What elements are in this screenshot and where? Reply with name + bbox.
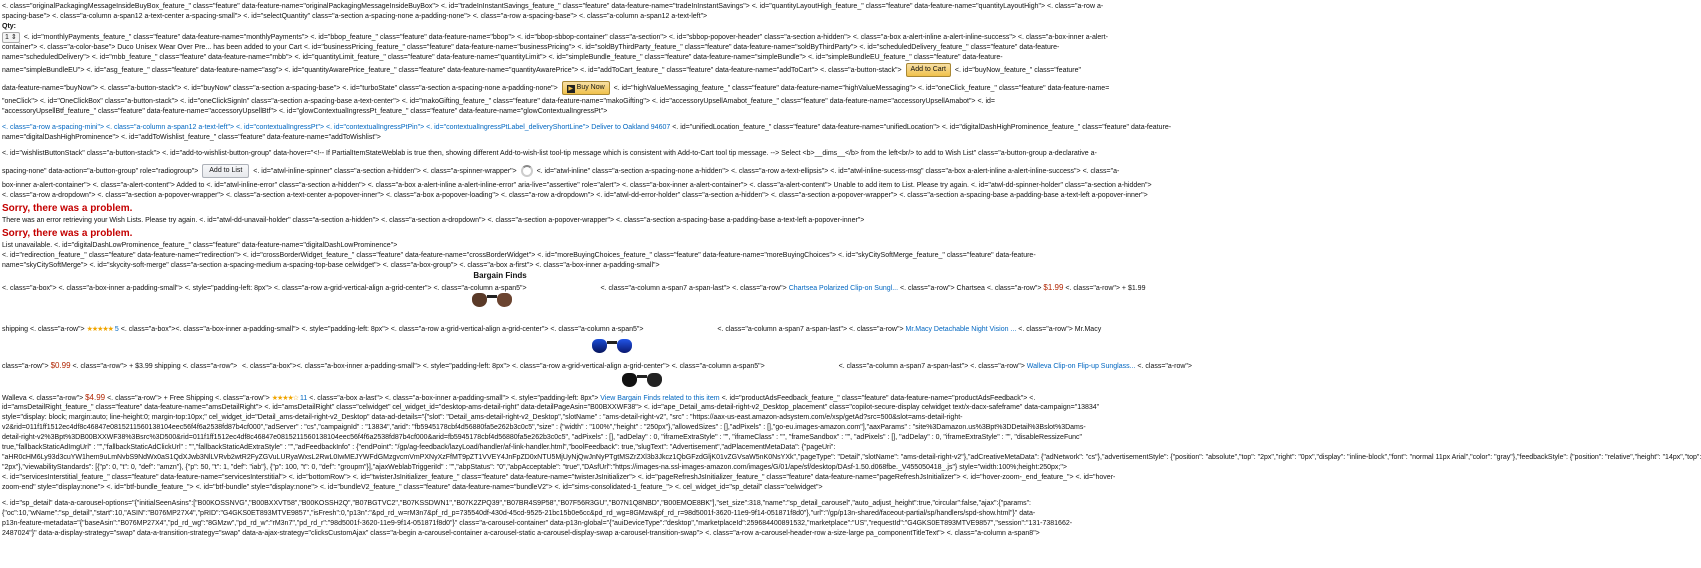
markup-line: detail-right-v2%3Bpt%3DB00BXXWF38%3Bsrc%3D500&rid=011f1ff1512ec4df8c46847e0815211560138104eec56f4f6a2538fd87b4cf000&arid=fb5945178cbf4d56880fa5e262b3c0c5", "adPixels" : [], "adDelay" : 0, "iframeExtraStyle" : "", "iframeClass" : "", "frameSandbox" : "", "adPixels" : [], "adDelay" : 0, "iframeExtraStyle" : "", "disableRessizeFunc" bbox=[2, 434, 1082, 441]
markup-line: name="skyCitySoftMerge"> <. id="skycity-soft-merge" class="a-section a-spacing-medium a-spacing-top-base celwidget"> <. class="a-box-group"> <. class="a-box a-first"> <. class="a-box-inner a-padding-small"> bbox=[2, 262, 660, 269]
markup-line: <. class="a-row"> Mr.Macy bbox=[1018, 326, 1102, 333]
markup-line: container"> <. class="a-color-base"> Duco Unisex Wear Over Pre... has been added to your Cart <. id="businessPricing_feature_" class="feature" data-feature-name="businessPricing"> <. id="soldByThirdParty_feature_" class="feature" data-feature-name="soldByThirdParty"> <. id="scheduledDelivery_feature_" class="feature" data-feature- bbox=[2, 44, 1060, 51]
markup-line: <. id="atwl-inline" class="a-section a-spacing-none a-hidden"> <. class="a-row a-text-ellipsis"> <. id="atwl-inline-sucess-msg" class="a-box a-alert-inline a-alert-inline-success"> <. class="a- bbox=[536, 168, 1120, 175]
markup-line: <. class="a-row"> bbox=[1137, 363, 1192, 370]
rating-stars: ★★★★☆ bbox=[271, 395, 299, 402]
markup-line: List unavailable. <. id="digitalDashLowProminence_feature_" class="feature" data-feature-name="digitalDashLowProminence"> bbox=[2, 242, 398, 249]
bargain-item bbox=[2, 311, 1102, 341]
markup-line: <. class="a-row a-dropdown"> <. class="a-section a-popover-wrapper"> <. class="a-section a-text-center a-popover-inner"> <. class="a-box a-popover-loading"> <. class="a-row a-dropdown"> <. id="atwl-dd-error-holder" class="a-section a-hidden"> <. class="a-section a-popover-wrapper"> <. class="a-section a-spacing-base a-padding-base a-text-left a-popover-inner"> bbox=[2, 192, 1148, 199]
view-bargain-finds-link[interactable]: View Bargain Finds related to this item bbox=[600, 395, 720, 402]
product-title-link[interactable]: Chartsea Polarized Clip-on Sungl... bbox=[788, 285, 899, 292]
markup-line: <. class="a-box a-last"> <. class="a-box-inner a-padding-small"> <. style="padding-left: 8px"> bbox=[309, 395, 599, 402]
markup-line: <. id="servicesInterstitial_feature_" class="feature" data-feature-name="servicesInterstitial"> <. id="bottomRow"> <. id="twisterJsInitializer_feature_" class="feature" data-feature-name="twisterJsInitializer"> <. id="pageRefreshJsInitializer_feature_" class="feature" data-feature-name="pageRefreshJsInitializer"> <. id="hover-zoom-_end_feature_"> <. id="hover- bbox=[2, 474, 1116, 481]
markup-line: spacing-base"> <. class="a-column a-span12 a-text-center a-spacing-small"> <. id="selectQuantity" class="a-section a-spacing-none a-padding-none"> <. class="a-row a-spacing-base"> <. class="a-column a-span12 a-text-left"> bbox=[2, 13, 708, 20]
product-price: $0.99 bbox=[50, 361, 71, 370]
qty-label: Qty: bbox=[2, 23, 16, 30]
markup-line: name="simpleBundleEU"> <. id="asg_feature_" class="feature" data-feature-name="asg"> <. id="quantityAwarePrice_feature_" class="feature" data-feature-name="quantityAwarePrice"> <. id="addToCart_feature_" class="feature" data-feature-name="addToCart"> <. class="a-button-stack"> bbox=[2, 66, 902, 74]
markup-line: name="scheduledDelivery"> <. id="mbb_feature_" class="feature" data-feature-name="mbb"> <. id="quantityLimit_feature_" class="feature" data-feature-name="quantityLimit"> <. id="simpleBundle_feature_" class="feature" data-feature-name="simpleBundle"> <. id="simpleBundleEU_feature_" class="feature" data-feature- bbox=[2, 54, 1003, 61]
markup-line: <. id="buyNow_feature_" class="feature" bbox=[954, 66, 1082, 74]
markup-line: <. class="a-row"> Chartsea <. class="a-row"> bbox=[900, 285, 1042, 292]
markup-line: "oneClick"> <. id="OneClickBox" class="a-button-stack"> <. id="oneClickSignIn" class="a-section a-spacing-base a-text-center"> <. id="makoGifting_feature_" class="feature" data-feature-name="makoGifting"> <. id="accessoryUpsellAmabot_feature_" class="feature" data-feature-name="accessoryUpsellAmabot"> <. id= bbox=[2, 98, 995, 105]
markup-line: style="display: block; margin:auto; line-height:0; margin-top:10px;" cel_widget_id="Detail_ams-detail-right-v2_Desktop" data-ad-details="{"slot": "Detail_ams-detail-right-v2_Desktop","slotName" : "ams-detail-right-v2", "src" : "https://aax-us-east.amazon-adsystem.com/e/xsp/getAd?src=500&slot=ams-detail-right- bbox=[2, 414, 963, 421]
markup-line: "accessoryUpsellBtf_feature_" class="feature" data-feature-name="accessoryUpsellBtf"> <. id="glowContextualIngressPt_feature_" class="feature" data-feature-name="glowContextualIngressPt"> bbox=[2, 108, 608, 115]
markup-line: <. id="atwl-inline-spinner" class="a-section a-hidden"> <. class="a-spinner-wrapper"> bbox=[253, 168, 517, 175]
markup-line: <. id="unifiedLocation_feature_" class="feature" data-feature-name="unifiedLocation"> <. id="digitalDashHighProminence_feature_" class="feature" data-feature- bbox=[672, 124, 1172, 131]
bargain-finds-title: Bargain Finds bbox=[473, 271, 527, 280]
markup-line: class="a-row"> bbox=[2, 363, 49, 370]
markup-line: "aHR0cHM6Ly93d3cuYW1hem9uLmNvbS9NdWx0aS1QdXJwb3NlLVRvb2wtR2FyZGVuLURyaWxsL2RwL0IwMEJYWFdGMzgvcmVmPXNyXzFfMT9pZT1VVEY4JnFpZD0xNTU5MjUyNjQwJnNyPTgtMSZrZXl3b3Jkcz1QbGFzdGljK01vZGVsaW5nK0NsYXk","pageType": "Detail","slotName": "ams-detail-right-v2"},"adCreativeMetaData": {"adNetwork": "cs"},"advertisementStyle": {"position": "absolute","top": "2px","right": "0px","display": "inline-block","font": "normal 11px Arial","color": "gray"},"feedbackStyle": {"position": "relative","height": "14px","top": bbox=[2, 454, 1701, 461]
error-message: There was an error retrieving your Wish Lists. Please try again. <. id="atwl-dd-unavail-holder" class="a-section a-hidden"> <. class="a-section a-dropdown"> <. class="a-section a-popover-wrapper"> <. class="a-section a-spacing-base a-padding-base a-text-left a-popover-inner"> bbox=[2, 217, 865, 224]
bargain-item bbox=[2, 341, 1192, 383]
markup-line: name="digitalDashHighProminence"> <. id="addToWishlist_feature_" class="feature" data-feature-name="addToWishlist"> bbox=[2, 134, 381, 141]
markup-line: <. id="monthlyPayments_feature_" class="feature" data-feature-name="monthlyPayments"> <. id="bbop_feature_" class="feature" data-feature-name="bbop"> <. id="bbop-sbbop-container" class="a-section"> <. id="sbbop-popover-header" class="a-section a-hidden"> <. class="a-box a-alert-inline a-alert-inline-success"> <. class="a-box-inner a-alert- bbox=[23, 34, 1108, 41]
markup-line: <. class="a-row"> + $1.99 bbox=[1065, 285, 1146, 292]
markup-line: spacing-none" data-action="a-button-group" role="radiogroup"> bbox=[2, 168, 199, 175]
product-title-link[interactable]: Mr.Macy Detachable Night Vision ... bbox=[905, 326, 1017, 333]
markup-line: <. class="a-row"> + $3.99 shipping <. class="a-row"> bbox=[72, 363, 238, 370]
markup-line: <. class="a-column a-span7 a-span-last"> <. class="a-row"> bbox=[600, 285, 787, 292]
markup-line: <. class="originalPackagingMessageInsideBuyBox_feature_" class="feature" data-feature-name="originalPackagingMessageInsideBuyBox"> <. id="tradeInInstantSavings_feature_" class="feature" data-feature-name="tradeInInstantSavings"> <. id="quantityLayoutHigh_feature_" class="feature" data-feature-name="quantityLayoutHigh"> <. class="a-row a- bbox=[2, 3, 1104, 10]
markup-line: true,"fallbackStaticAdImgUrl" : "","fallbackStaticAdClickUrl" : "","fallbackStaticAdExtraStyle" : "","adFeedbackInfo" : {"endPoint": "/gp/ag-feedback/lazyLoad/handler/af-link-handler.html","boolFeedback": true,"slugText": "Advertisement","adPlacementMetaData": {"pageUri": bbox=[2, 444, 836, 451]
rating-count[interactable]: 11 bbox=[300, 395, 308, 402]
markup-line: <. class="a-box"><. class="a-box-inner a-padding-small"> <. style="padding-left: 8px"> <. class="a-row a-grid-vertical-align a-grid-center"> <. class="a-column a-span5"> bbox=[242, 363, 765, 370]
product-thumbnail-sunglasses[interactable] bbox=[472, 289, 512, 313]
markup-line: <. id="productAdsFeedback_feature_" class="feature" data-feature-name="productAdsFeedback"> <. bbox=[721, 395, 1036, 402]
markup-line: <. id="wishlistButtonStack" class="a-button-stack"> <. id="add-to-wishlist-button-group" data-hover="<!-- If PartialItemStateWeblab is true then, showing different Add-to-wish-list tool-tip message which is consistent with Add-to-Cart tool tip message. --> Select <b>__dims__</b> from the left<br/> to add to Wish List" class="a-button-group a-declarative a- bbox=[2, 150, 1097, 157]
markup-line: shipping <. class="a-row"> bbox=[2, 326, 85, 333]
markup-line: <. class="a-column a-span7 a-span-last"> <. class="a-row"> bbox=[838, 363, 1025, 370]
buy-now-button[interactable] bbox=[562, 81, 610, 95]
markup-line: v2&rid=011f1ff1512ec4df8c46847e0815211560138104eec56f4f6a2538fd87b4cf000","adServer" : "cs","campaignId" : "13834","arid": "fb5945178cbf4d56880fa5e262b3c0c5","size" : {"width" : "100%","height" : "250px"},"allowedSizes" : [],"adPixels" : [],"go-eu.images-amazon.com"],"aaxParams" : "site%3Damazon.us%3Bpt%3DDetail%3Bslot%3Dams- bbox=[2, 424, 1086, 431]
loading-spinner-icon bbox=[521, 165, 533, 177]
bargain-item bbox=[2, 281, 1146, 311]
add-to-list-button[interactable]: Add to List bbox=[202, 164, 249, 178]
markup-line: <. id="redirection_feature_" class="feature" data-feature-name="redirection"> <. id="crossBorderWidget_feature_" class="feature" data-feature-name="crossBorderWidget"> <. id="moreBuyingChoices_feature_" class="feature" data-feature-name="moreBuyingChoices"> <. id="skyCitySoftMerge_feature_" class="feature" data-feature- bbox=[2, 252, 1036, 259]
markup-line: box-inner a-alert-container"> <. class="a-alert-content"> Added to <. id="atwl-inline-error" class="a-section a-hidden"> <. class="a-box a-alert-inline a-alert-inline-error" aria-live="assertive" role="alert"> <. class="a-box-inner a-alert-container"> <. class="a-alert-content"> Unable to add item to List. Please try again. <. id="atwl-dd-spinner-holder" class="a-section a-hidden"> bbox=[2, 182, 1152, 189]
markup-line: Walleva <. class="a-row"> bbox=[2, 395, 84, 402]
markup-line: data-feature-name="buyNow"> <. class="a-button-stack"> <. id="buyNow" class="a-section a-spacing-base"> <. id="turboState" class="a-section a-spacing-none a-padding-none"> bbox=[2, 85, 558, 92]
error-heading: Sorry, there was a problem. bbox=[2, 203, 133, 214]
product-price: $1.99 bbox=[1043, 283, 1064, 292]
markup-line: <. id="sp_detail" data-a-carousel-options="{"initialSeenAsins":["B00KOSSNVG","B00BXXVT58","B00KOSSH2Q","B07BGTVC2","B07KSSDWN1","B07K2ZPQ39","B07BR4S9P58","B07F56R3GU","B07N1Q8NBD","B00EMOE8BK"],"set_size":318,"name":"sp_detail_carousel","auto_adjust_height":true,"circular":false,"ajax":{"params": bbox=[2, 500, 1032, 507]
deliver-to-link[interactable]: Deliver to Oakland 94607 bbox=[591, 124, 671, 131]
chevron-updown-icon: ⇕ bbox=[10, 34, 17, 41]
product-title-link[interactable]: Walleva Clip-on Flip-up Sunglass... bbox=[1026, 363, 1136, 370]
markup-line: <. class="a-box"><. class="a-box-inner a-padding-small"> <. style="padding-left: 8px"> <. class="a-row a-grid-vertical-align a-grid-center"> <. class="a-column a-span5"> bbox=[120, 326, 644, 333]
play-icon: ▶ bbox=[568, 86, 573, 93]
markup-line: <. id="highValueMessaging_feature_" class="feature" data-feature-name="highValueMessaging"> <. id="oneClick_feature_" class="feature" data-feature-name= bbox=[613, 85, 1110, 92]
product-price: $4.99 bbox=[85, 393, 106, 402]
markup-line: <. class="a-row"> + Free Shipping <. class="a-row"> bbox=[107, 395, 270, 402]
markup-line: {"oc":10,"wName":"sp_detail","start":10,"ASIN":"B076MP27X4","pRID":"G4GKS0ET893MTVE9857","isFresh":0,"p13n":"&pd_rd_w=rM3n7&pf_rd_p=735540df-430d-45cd-9525-21bc15b0e6cc&pd_rd_wg=8GMzw&pf_rd_r=98d5001f-3620-11e9-9f14-051871f8d0"},"url":"/gp/p13n-shared/faceout-partial/sp/handlers/spd-show.html"}" data- bbox=[2, 510, 1036, 517]
rating-stars: ★★★★★ bbox=[86, 326, 113, 333]
markup-line: 2487024"}" data-a-display-strategy="swap" data-a-transition-strategy="swap" data-a-ajax-strategy="clicksCustomAjax" class="a-begin a-carousel-container a-carousel-static a-carousel-display-swap a-carousel-transition-swap"> <. class="a-row a-carousel-header-row a-size-large pa_componentTitleText"> <. class="a-column a-span8"> bbox=[2, 530, 1040, 537]
quantity-value: 1 bbox=[5, 34, 9, 41]
markup-line: <. class="a-row a-spacing-mini"> <. class="a-column a-span12 a-text-left"> <. id="contextualIngressPt"> <. id="contextualIngressPtPin"> <. id="contextualIngressPtLabel_deliveryShortLine"> bbox=[2, 124, 590, 131]
add-to-cart-button[interactable]: Add to Cart bbox=[906, 63, 951, 77]
markup-line: id="amsDetailRight_feature_" class="feature" data-feature-name="amsDetailRight"> <. id="amsDetailRight" class="celwidget" cel_widget_id="desktop-ams-detail-right" data-detailPageAsin="B00BXXWF38"> <. id="ape_Detail_ams-detail-right-v2_Desktop_placement" class="copilot-secure-display celwidget text/x-dacx-safeframe" data-campaign="13834" bbox=[2, 404, 1100, 411]
markup-line: <. class="a-box"> <. class="a-box-inner a-padding-small"> <. style="padding-left: 8px"> <. class="a-row a-grid-vertical-align a-grid-center"> <. class="a-column a-span5"> bbox=[2, 285, 527, 292]
markup-line: p13n-feature-metadata="{"baseAsin":"B076MP27X4","pd_rd_wg":"8GMzw","pd_rd_w":"rM3n7","pd_rd_r":"98d5001f-3620-11e9-9f14-051871f8d0"}" class="a-carousel-container" data-p13n-global="{"auiDeviceType":"desktop","marketplaceId":259684400891532,"marketplace":"US","requestId":"G4GKS0ET893MTVE9857","session":"131-7381662- bbox=[2, 520, 1073, 527]
buy-now-label: Buy Now bbox=[576, 84, 605, 92]
rating-count[interactable]: 5 bbox=[114, 326, 119, 333]
product-thumbnail-flip-up[interactable] bbox=[622, 369, 662, 393]
error-heading: Sorry, there was a problem. bbox=[2, 228, 133, 239]
markup-line: zoom-end" style="display:none"> <. id="btf-bundle_feature_"> <. id="btf-bundle" style="display:none"> <. id="bundleV2_feature_" class="feature" data-feature-name="bundleV2"> <. id="sims-consolidated-1_feature_"> <. cel_widget_id="sp_detail" class="celwidget"> bbox=[2, 484, 823, 491]
markup-line: <. class="a-column a-span7 a-span-last"> <. class="a-row"> bbox=[717, 326, 904, 333]
quantity-select[interactable] bbox=[2, 32, 20, 43]
markup-line: "2px"},"viewabilityStandards": [{"p": 0, "t": 0, "def": "amzn"}, {"p": 50, "t": 1, "def": "iab"}, {"p": 100, "t": 0, "def": "groupm"}],"ajaxWeblabTriggeriId" : "","abpStatus": "0","abpAcceptable": "true","DAsfUrl":"https://images-na.ssl-images-amazon.com/images/G/01/ape/sf/desktop/DAsf-1.50.d068fbe._V455050418_.js"} style="width:100%;height:250px;"> bbox=[2, 464, 1067, 471]
